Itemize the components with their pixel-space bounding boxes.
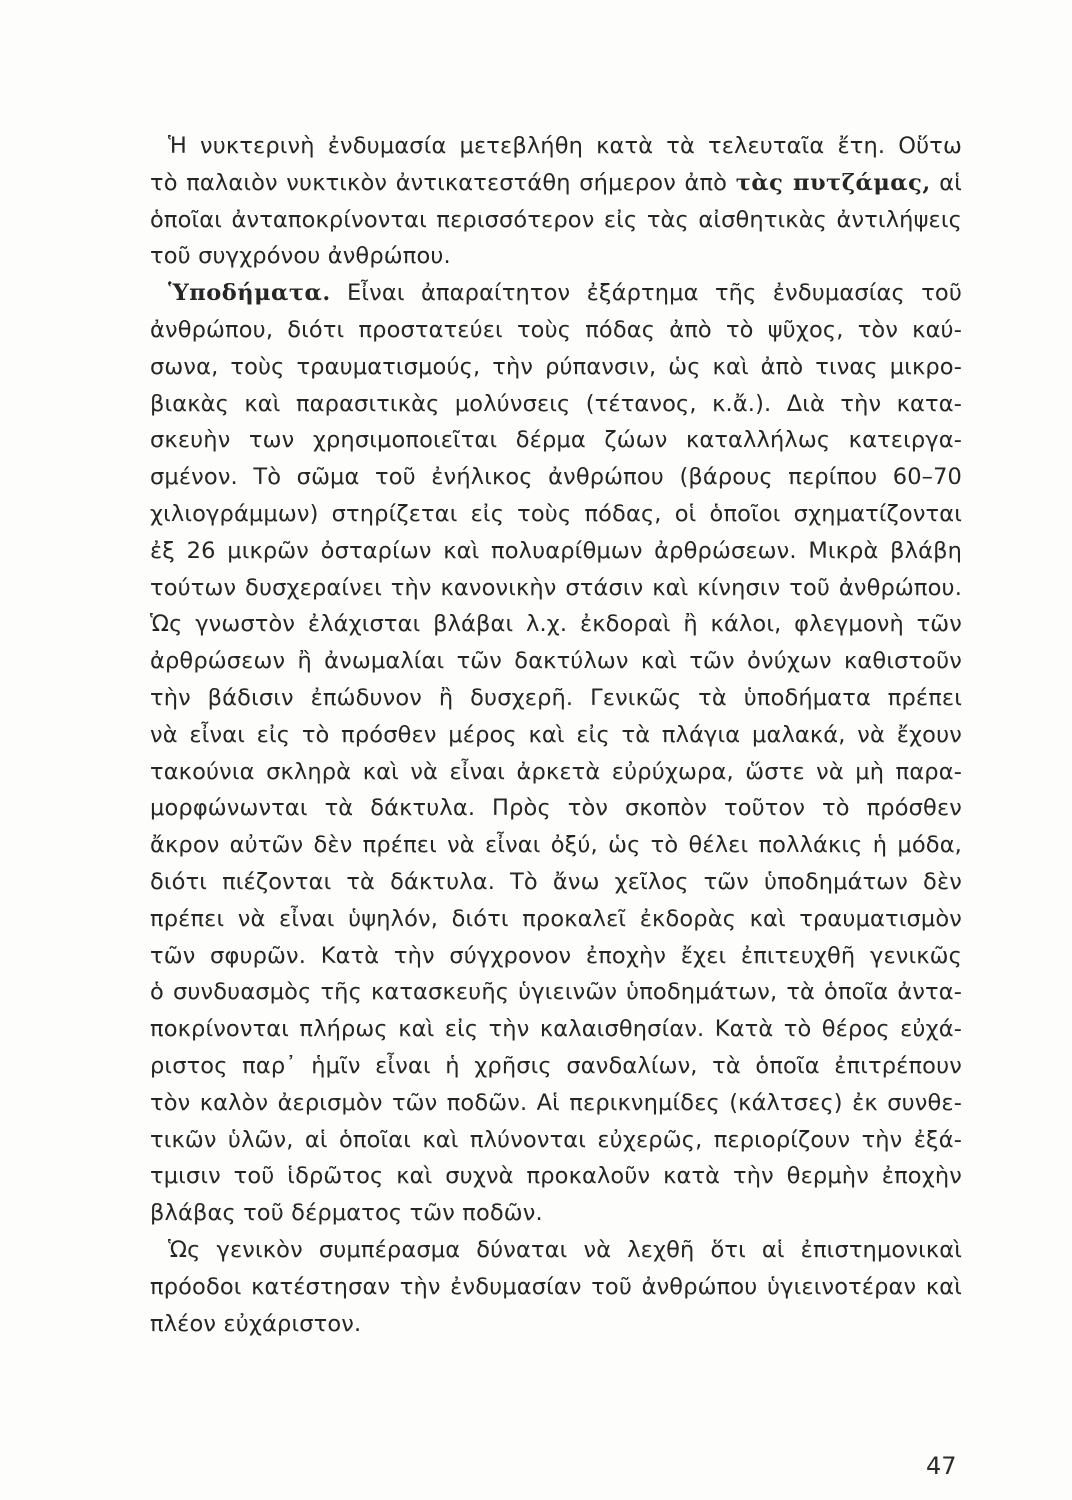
paragraph-3-line: πλέον εὐχάριστον. bbox=[150, 1310, 362, 1337]
paragraph-2-line: ἀνθρώπου, διότι προστατεύει τοὺς πόδας ἀπὸ τὸ ψῦχος, τὸν καύ- bbox=[150, 316, 962, 343]
paragraph-2-line: τμισιν τοῦ ἱδρῶτος καὶ συχνὰ προκαλοῦν κατὰ τὴν θερμὴν ἐποχὴν bbox=[150, 1163, 962, 1190]
paragraph-2-line: τικῶν ὑλῶν, αἱ ὁποῖαι καὶ πλύνονται εὐχερῶς, περιορίζουν τὴν ἐξά- bbox=[150, 1126, 962, 1153]
paragraph-2-line: τὴν βάδισιν ἐπώδυνον ἢ δυσχερῆ. Γενικῶς τὰ ὑποδήματα πρέπει bbox=[150, 684, 962, 711]
paragraph-1-line-part: τὸ παλαιὸν νυκτικὸν ἀντικατεστάθη σήμερον ἀπὸ bbox=[150, 169, 728, 196]
paragraph-2-line: μορφώνωνται τὰ δάκτυλα. Πρὸς τὸν σκοπὸν τοῦτον τὸ πρόσθεν bbox=[150, 795, 962, 822]
paragraph-2-line: τούτων δυσχεραίνει τὴν κανονικὴν στάσιν καὶ κίνησιν τοῦ ἀνθρώπου. bbox=[150, 574, 962, 601]
paragraph-2-line: σωνα, τοὺς τραυματισμούς, τὴν ρύπανσιν, ὡς καὶ ἀπὸ τινας μικρο- bbox=[150, 353, 962, 380]
paragraph-2-line: βλάβας τοῦ δέρματος τῶν ποδῶν. bbox=[150, 1200, 543, 1227]
emphasis-pyjamas: τὰς πυτζάμας, bbox=[735, 169, 931, 196]
paragraph-2-line: ἀρθρώσεων ἢ ἀνωμαλίαι τῶν δακτύλων καὶ τῶν ὀνύχων καθιστοῦν bbox=[150, 648, 962, 675]
paragraph-2-line: διότι πιέζονται τὰ δάκτυλα. Τὸ ἄνω χεῖλος τῶν ὑποδημάτων δὲν bbox=[150, 868, 962, 895]
section-heading-shoes: Ὑποδήματα. bbox=[168, 280, 331, 307]
paragraph-3-line: Ὡς γενικὸν συμπέρασμα δύναται νὰ λεχθῆ ὅτι αἱ ἐπιστημονικαὶ bbox=[168, 1236, 962, 1263]
page-number: 47 bbox=[926, 1452, 957, 1480]
paragraph-2-line: ἐξ 26 μικρῶν ὀσταρίων καὶ πολυαρίθμων ἀρθρώσεων. Μικρὰ βλάβη bbox=[150, 537, 962, 564]
paragraph-1-line: τοῦ συγχρόνου ἀνθρώπου. bbox=[150, 243, 451, 270]
paragraph-2-line: τὸν καλὸν ἀερισμὸν τῶν ποδῶν. Αἱ περικνημίδες (κάλτσες) ἐκ συνθε- bbox=[150, 1089, 962, 1116]
paragraph-1-line bbox=[150, 165, 962, 202]
paragraph-2-line: σμένον. Τὸ σῶμα τοῦ ἐνήλικος ἀνθρώπου (βάρους περίπου 60–70 bbox=[150, 464, 962, 491]
paragraph-2-line: τῶν σφυρῶν. Κατὰ τὴν σύγχρονον ἐποχὴν ἔχει ἐπιτευχθῆ γενικῶς bbox=[150, 942, 962, 969]
paragraph-1-line-part: αἱ bbox=[939, 169, 962, 196]
body-text bbox=[150, 128, 962, 1342]
paragraph-2-line: σκευὴν των χρησιμοποιεῖται δέρμα ζώων καταλλήλως κατειργα- bbox=[150, 427, 962, 454]
paragraph-2-line: βιακὰς καὶ παρασιτικὰς μολύνσεις (τέτανος, κ.ἄ.). Διὰ τὴν κατα- bbox=[150, 390, 962, 417]
paragraph-1-line: ὁποῖαι ἀνταποκρίνονται περισσότερον εἰς τὰς αἰσθητικὰς ἀντιλήψεις bbox=[150, 206, 962, 233]
paragraph-2-line: ποκρίνονται πλήρως καὶ εἰς τὴν καλαισθησίαν. Κατὰ τὸ θέρος εὐχά- bbox=[150, 1016, 962, 1043]
paragraph-2-line: Ὡς γνωστὸν ἐλάχισται βλάβαι λ.χ. ἐκδοραὶ ἢ κάλοι, φλεγμονὴ τῶν bbox=[150, 611, 962, 638]
paragraph-2-line: τακούνια σκληρὰ καὶ νὰ εἶναι ἀρκετὰ εὐρύχωρα, ὥστε νὰ μὴ παρα- bbox=[150, 758, 962, 785]
paragraph-2-line: πρέπει νὰ εἶναι ὑψηλόν, διότι προκαλεῖ ἐκδορὰς καὶ τραυματισμὸν bbox=[150, 905, 962, 932]
paragraph-3-line: πρόοδοι κατέστησαν τὴν ἐνδυμασίαν τοῦ ἀνθρώπου ὑγιεινοτέραν καὶ bbox=[150, 1273, 962, 1300]
paragraph-1-line: Ἡ νυκτερινὴ ἐνδυμασία μετεβλήθη κατὰ τὰ τελευταῖα ἔτη. Οὕτω bbox=[168, 133, 962, 159]
paragraph-2-line: ὁ συνδυασμὸς τῆς κατασκευῆς ὑγιεινῶν ὑποδημάτων, τὰ ὁποῖα ἀντα- bbox=[150, 979, 962, 1006]
paragraph-2-line-part: Εἶναι ἀπαραίτητον ἐξάρτημα τῆς ἐνδυμασίας τοῦ bbox=[347, 280, 962, 307]
paragraph-2-line: χιλιογράμμων) στηρίζεται εἰς τοὺς πόδας, οἱ ὁποῖοι σχηματίζονται bbox=[150, 500, 962, 527]
paragraph-2-line: νὰ εἶναι εἰς τὸ πρόσθεν μέρος καὶ εἰς τὰ πλάγια μαλακά, νὰ ἔχουν bbox=[150, 721, 962, 748]
paragraph-2-line: ριστος παρ᾽ ἡμῖν εἶναι ἡ χρῆσις σανδαλίων, τὰ ὁποῖα ἐπιτρέπουν bbox=[150, 1052, 962, 1079]
paragraph-2-line bbox=[150, 275, 962, 312]
paragraph-2-line: ἄκρον αὐτῶν δὲν πρέπει νὰ εἶναι ὀξύ, ὡς τὸ θέλει πολλάκις ἡ μόδα, bbox=[150, 832, 962, 859]
